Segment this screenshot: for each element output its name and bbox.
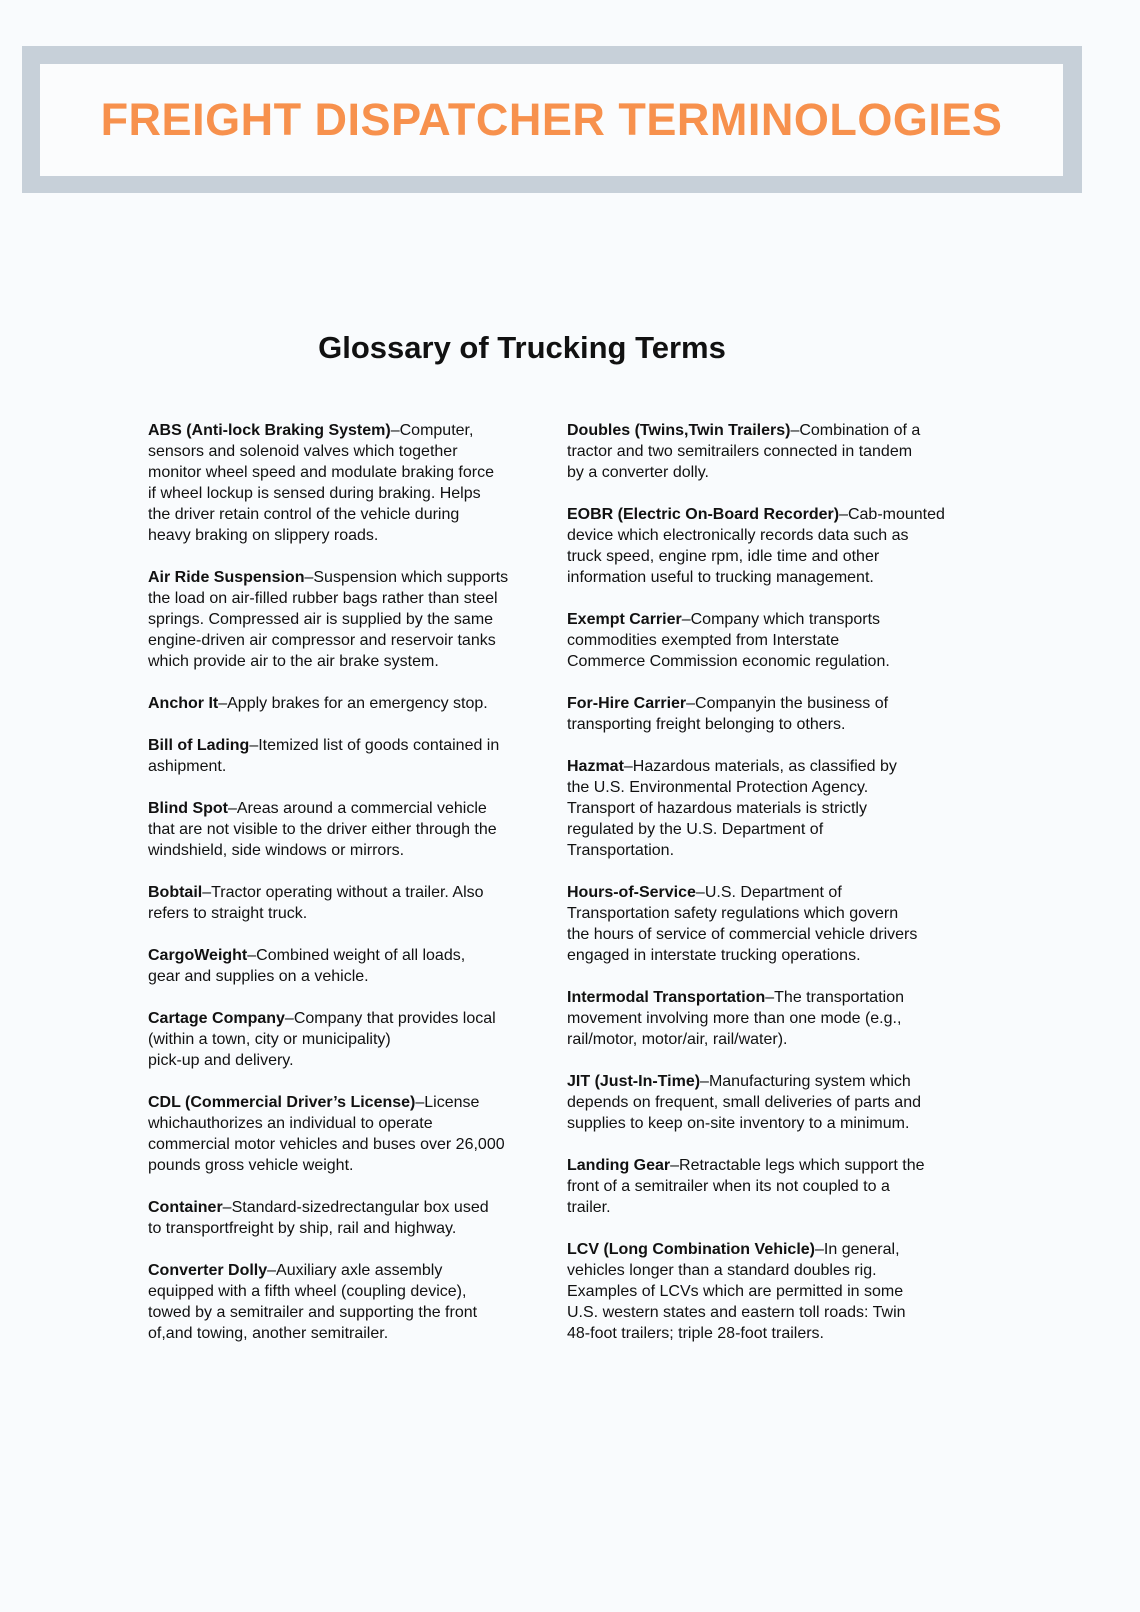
glossary-term: Converter Dolly [148, 1262, 268, 1279]
glossary-definition: –Combination of a tractor and two semitrailers connected in tandem by a converter dolly. [567, 422, 921, 481]
title-banner [22, 46, 1082, 193]
glossary-entry [148, 693, 568, 714]
glossary-entry [567, 693, 987, 735]
glossary-term: JIT (Just-In-Time) [567, 1073, 701, 1090]
glossary-term: ABS (Anti-lock Braking System) [148, 422, 391, 439]
glossary-term: CargoWeight [148, 947, 248, 964]
glossary-term: CDL (Commercial Driver’s License) [148, 1094, 416, 1111]
glossary-entry [148, 567, 568, 672]
glossary-definition: –Standard-sizedrectangular box used to transportfreight by ship, rail and highway. [148, 1199, 489, 1237]
glossary-term: Anchor It [148, 695, 219, 712]
glossary-definition: –Companyin the business of transporting freight belonging to others. [567, 695, 889, 733]
glossary-term: Hours-of-Service [567, 884, 696, 901]
glossary-term: Exempt Carrier [567, 611, 682, 628]
glossary-term: Landing Gear [567, 1157, 671, 1174]
glossary-term: Blind Spot [148, 800, 228, 817]
glossary-entry [148, 1260, 568, 1344]
glossary-definition: –Tractor operating without a trailer. Also refers to straight truck. [148, 884, 484, 922]
glossary-definition: –License whichauthorizes an individual to operate commercial motor vehicles and buses over 26,000 pounds gross vehicle weight. [148, 1094, 505, 1174]
glossary-definition: –Itemized list of goods contained in ashipment. [148, 737, 500, 775]
glossary-definition: –Apply brakes for an emergency stop. [218, 695, 488, 712]
glossary-definition: –Areas around a commercial vehicle that are not visible to the driver either through the windshield, side windows or mirrors. [148, 800, 497, 859]
glossary-definition: –Suspension which supports the load on air-filled rubber bags rather than steel springs. Compressed air is supplied by the same engine-driven air compressor and reservoir tanks which provide air to the air brake system. [148, 569, 509, 670]
glossary-term: Bill of Lading [148, 737, 250, 754]
glossary-term: Intermodal Transportation [567, 989, 766, 1006]
glossary-definition: –Retractable legs which support the front of a semitrailer when its not coupled to a trailer. [567, 1157, 925, 1216]
glossary-definition: –Combined weight of all loads, gear and supplies on a vehicle. [148, 947, 466, 985]
glossary-entry [567, 987, 987, 1050]
glossary-term: Doubles (Twins,Twin Trailers) [567, 422, 791, 439]
glossary-entry [567, 1239, 987, 1344]
glossary-entry [567, 1155, 987, 1218]
glossary-definition: –The transportation movement involving more than one mode (e.g., rail/motor, motor/air, rail/water). [567, 989, 904, 1048]
glossary-entry [148, 1008, 568, 1071]
title-banner-inner [40, 64, 1063, 176]
glossary-term: Air Ride Suspension [148, 569, 305, 586]
glossary-entry [567, 609, 987, 672]
glossary-term: Cartage Company [148, 1010, 285, 1027]
glossary-entry [567, 420, 987, 483]
glossary-definition: –Company which transports commodities exempted from Interstate Commerce Commission economic regulation. [567, 611, 890, 670]
glossary-entry [567, 1071, 987, 1134]
glossary-definition: –Company that provides local (within a town, city or municipality) pick-up and delivery. [148, 1010, 496, 1069]
glossary-term: Container [148, 1199, 223, 1216]
glossary-entry [567, 882, 987, 966]
glossary-right-column [567, 420, 987, 1365]
glossary-term: Hazmat [567, 758, 624, 775]
glossary-term: LCV (Long Combination Vehicle) [567, 1241, 815, 1258]
glossary-entry [148, 1092, 568, 1176]
glossary-definition: –Cab-mounted device which electronically records data such as truck speed, engine rpm, idle time and other information useful to trucking management. [567, 506, 945, 586]
glossary-definition: –Manufacturing system which depends on frequent, small deliveries of parts and supplies to keep on-site inventory to a minimum. [567, 1073, 921, 1132]
glossary-definition: –Hazardous materials, as classified by the U.S. Environmental Protection Agency. Transport of hazardous materials is strictly regulated by the U.S. Department of Transportation. [567, 758, 897, 859]
glossary-heading: Glossary of Trucking Terms [318, 330, 726, 365]
glossary-entry [567, 504, 987, 588]
glossary-definition: –U.S. Department of Transportation safety regulations which govern the hours of service of commercial vehicle drivers engaged in interstate trucking operations. [567, 884, 918, 964]
glossary-definition: –Auxiliary axle assembly equipped with a fifth wheel (coupling device), towed by a semitrailer and supporting the front of,and towing, another semitrailer. [148, 1262, 478, 1342]
glossary-entry [148, 945, 568, 987]
glossary-entry [148, 1197, 568, 1239]
glossary-left-column [148, 420, 568, 1365]
glossary-entry [567, 756, 987, 861]
glossary-definition: –Computer, sensors and solenoid valves which together monitor wheel speed and modulate braking force if wheel lockup is sensed during braking. Helps the driver retain control of the vehicle during heavy braking on slippery roads. [148, 422, 494, 544]
glossary-definition: –In general, vehicles longer than a standard doubles rig. Examples of LCVs which are permitted in some U.S. western states and eastern toll roads: Twin 48-foot trailers; triple 28-foot trailers. [567, 1241, 906, 1342]
glossary-entry [148, 798, 568, 861]
glossary-term: For-Hire Carrier [567, 695, 687, 712]
document-title: FREIGHT DISPATCHER TERMINOLOGIES [100, 94, 1003, 145]
glossary-entry [148, 420, 568, 546]
glossary-term: EOBR (Electric On-Board Recorder) [567, 506, 840, 523]
glossary-entry [148, 735, 568, 777]
glossary-entry [148, 882, 568, 924]
glossary-term: Bobtail [148, 884, 203, 901]
